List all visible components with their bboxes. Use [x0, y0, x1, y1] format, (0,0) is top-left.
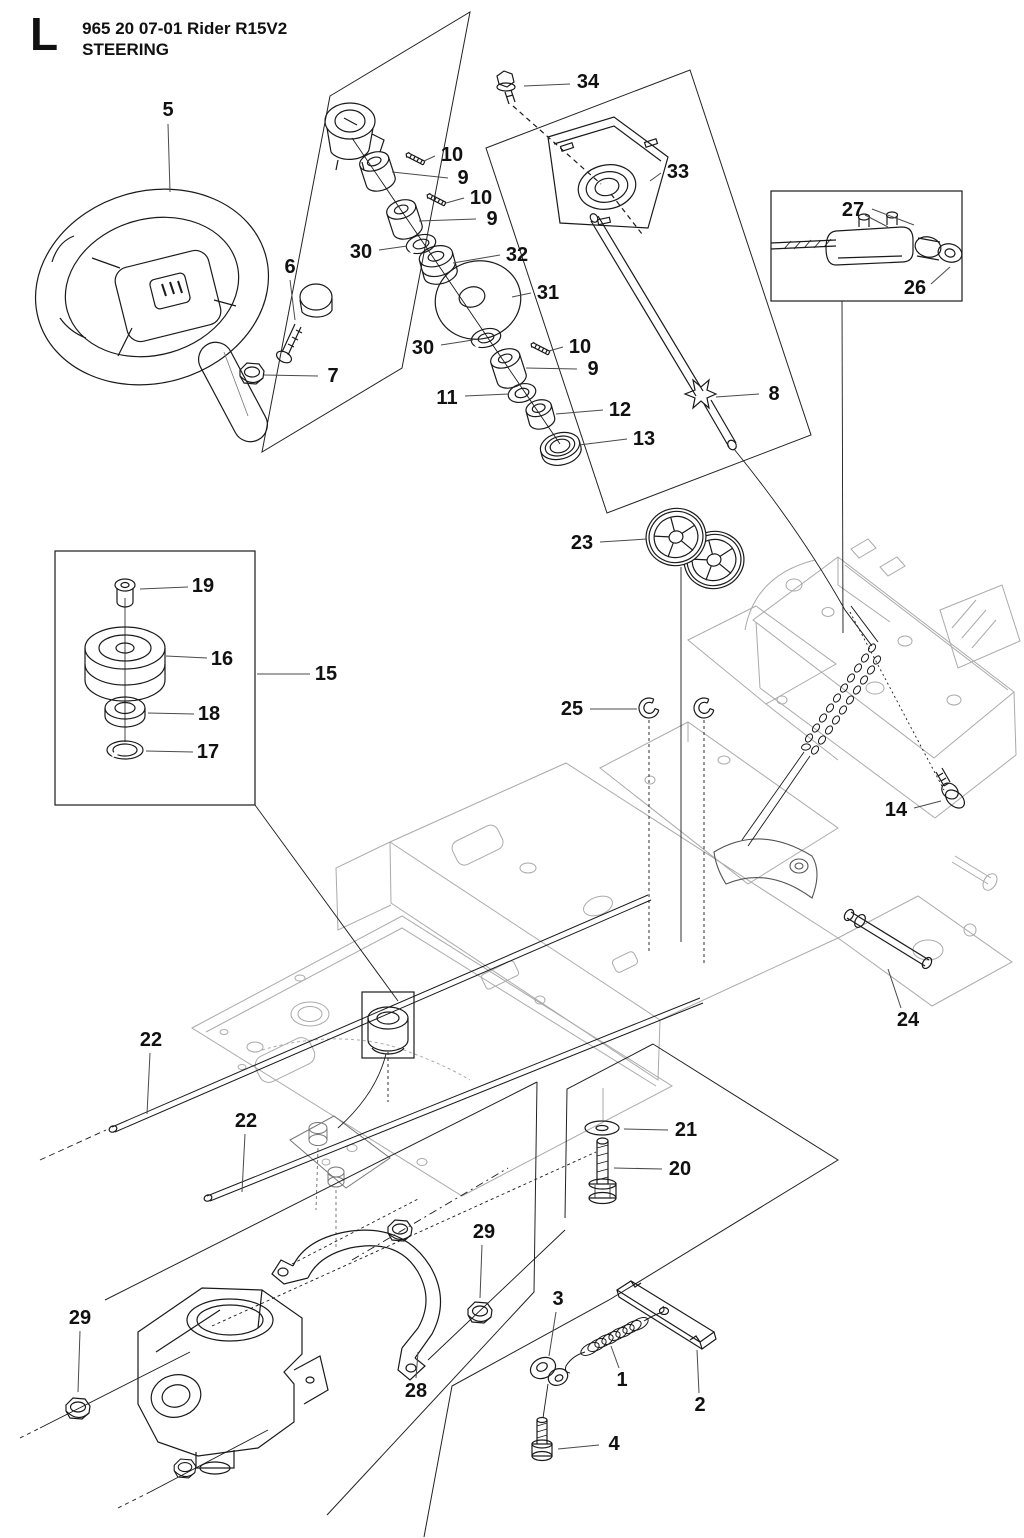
- callout-label-34: 34: [576, 71, 600, 93]
- callout-leader-17: [146, 751, 193, 752]
- bolt-34-drawing: [497, 71, 515, 104]
- callout-label-22: 22: [139, 1029, 163, 1051]
- callout-leader-10: [549, 347, 563, 351]
- plate-2-drawing: [617, 1281, 716, 1349]
- callout-label-31: 31: [536, 282, 560, 304]
- callout-leader-21: [624, 1129, 668, 1130]
- callout-label-18: 18: [197, 703, 221, 725]
- callout-label-19: 19: [191, 575, 215, 597]
- callout-label-13: 13: [632, 428, 656, 450]
- steering-wheel-drawing: [12, 162, 292, 447]
- screw-10a-drawing: [405, 151, 426, 165]
- callout-leader-18: [148, 713, 194, 714]
- disc-31-drawing: [427, 252, 529, 348]
- callout-leader-9: [419, 219, 476, 221]
- callout-label-9: 9: [587, 358, 599, 380]
- callout-leader-7: [264, 375, 318, 376]
- nut-7-drawing: [240, 363, 264, 384]
- callout-label-23: 23: [570, 532, 594, 554]
- callout-leader-34: [524, 84, 570, 86]
- callout-label-29: 29: [68, 1307, 92, 1329]
- rod-24-drawing: [842, 908, 933, 970]
- eyelet-3-drawing: [527, 1353, 570, 1388]
- callout-leader-19: [140, 587, 188, 589]
- callout-label-17: 17: [196, 741, 220, 763]
- callout-leader-4: [558, 1445, 599, 1449]
- callout-label-27: 27: [841, 199, 865, 221]
- cable-22a-drawing: [40, 895, 651, 1160]
- callout-label-7: 7: [327, 365, 339, 387]
- callout-leader-12: [556, 410, 603, 414]
- bolt-20-drawing: [589, 1138, 616, 1204]
- callout-label-3: 3: [552, 1288, 564, 1310]
- bolt-14-drawing: [936, 768, 968, 812]
- cable-22b-drawing: [203, 998, 703, 1202]
- bolt-6-cap-drawing: [275, 284, 332, 365]
- callout-layer: [69, 71, 950, 1455]
- callout-label-16: 16: [210, 648, 234, 670]
- inset-box-15: [55, 551, 255, 805]
- bushing-inset-box: [362, 992, 414, 1058]
- callout-leader-14: [914, 801, 941, 808]
- callout-label-30: 30: [411, 337, 435, 359]
- callout-label-9: 9: [457, 167, 469, 189]
- callout-label-15: 15: [314, 663, 338, 685]
- nut-bottom-axis: [150, 1430, 268, 1492]
- callout-label-14: 14: [884, 799, 908, 821]
- callout-label-8: 8: [768, 383, 780, 405]
- clip-25b-drawing: [691, 696, 716, 722]
- nut-29-right-axis: [428, 1230, 565, 1360]
- steering-arm-drawing: [290, 1116, 390, 1250]
- callout-leader-27: [872, 209, 914, 225]
- eyelet-bolt4-axis: [543, 1384, 548, 1418]
- callout-leader-30: [441, 340, 473, 345]
- callout-leader-3: [549, 1312, 556, 1356]
- bearing-13-drawing: [537, 428, 584, 469]
- callout-label-4: 4: [608, 1433, 620, 1455]
- diagram-subtitle: STEERING: [82, 40, 170, 60]
- nut-bottom-drawing: [174, 1459, 196, 1478]
- bolt-4-drawing: [532, 1418, 552, 1461]
- callout-label-1: 1: [616, 1369, 628, 1391]
- callout-label-10: 10: [469, 187, 493, 209]
- section-letter: L: [30, 8, 57, 60]
- callout-label-12: 12: [608, 399, 632, 421]
- callout-leader-1: [611, 1346, 619, 1368]
- plate-33-drawing: [548, 117, 668, 228]
- chassis-frame-drawing: [192, 539, 1020, 1196]
- callout-label-6: 6: [284, 256, 296, 278]
- callout-leader-5: [168, 124, 170, 192]
- callout-label-32: 32: [505, 244, 529, 266]
- callout-leader-23: [600, 539, 647, 542]
- callout-label-33: 33: [666, 161, 690, 183]
- callout-leader-32: [453, 255, 500, 263]
- callout-leader-22: [242, 1134, 245, 1192]
- screw-10c-drawing: [530, 341, 551, 355]
- callout-leader-13: [579, 439, 627, 445]
- shaft-to-bolt14-axis: [850, 612, 944, 790]
- nut-bottom-axis-dashed: [118, 1492, 150, 1508]
- gearbox-drawing: [138, 1288, 328, 1474]
- callout-label-24: 24: [896, 1009, 920, 1031]
- callout-leader-16: [166, 656, 207, 658]
- callout-label-22: 22: [234, 1110, 258, 1132]
- callout-leader-20: [614, 1168, 662, 1169]
- callout-leader-2: [697, 1350, 699, 1393]
- callout-leader-8: [716, 394, 759, 397]
- inset-15-reference-line: [255, 805, 398, 1001]
- callout-label-9: 9: [486, 208, 498, 230]
- parts-artwork: [12, 71, 968, 1508]
- callout-leader-31: [512, 293, 531, 297]
- callout-leader-30: [379, 246, 407, 250]
- inset-26-27-reference-line: [842, 301, 843, 633]
- callout-label-26: 26: [903, 277, 927, 299]
- ignition-switch-drawing: [325, 103, 384, 170]
- nut-29-left-axis-dashed: [20, 1428, 40, 1438]
- callout-leader-9: [526, 368, 577, 369]
- clip-25a-drawing: [636, 696, 661, 722]
- callout-leader-10: [424, 156, 435, 161]
- callout-leader-11: [465, 394, 509, 396]
- diagram-title: 965 20 07-01 Rider R15V2: [82, 19, 288, 38]
- callout-leader-33: [650, 173, 661, 181]
- section-boundary-panels: [105, 12, 838, 1537]
- callout-label-30: 30: [349, 241, 373, 263]
- callout-leader-29: [480, 1245, 482, 1298]
- callout-leader-26: [931, 267, 950, 284]
- cable-guide-curve: [338, 1054, 386, 1128]
- callout-leader-29: [78, 1331, 80, 1392]
- callout-label-28: 28: [404, 1380, 428, 1402]
- callout-label-11: 11: [436, 387, 458, 409]
- callout-label-5: 5: [162, 99, 174, 121]
- callout-label-10: 10: [568, 336, 592, 358]
- callout-leader-10: [446, 198, 464, 203]
- inset-box-26-27: [771, 191, 964, 301]
- nut-29-right-drawing: [468, 1302, 492, 1323]
- callout-leader-22: [147, 1053, 150, 1114]
- callout-label-25: 25: [560, 698, 584, 720]
- screw-10b-drawing: [426, 192, 447, 206]
- bracket-28-drawing: [272, 1230, 441, 1380]
- callout-label-2: 2: [694, 1394, 706, 1416]
- callout-label-21: 21: [674, 1119, 698, 1141]
- callout-leader-24: [888, 969, 901, 1008]
- callout-label-20: 20: [668, 1158, 692, 1180]
- callout-label-10: 10: [440, 144, 464, 166]
- callout-label-29: 29: [472, 1221, 496, 1243]
